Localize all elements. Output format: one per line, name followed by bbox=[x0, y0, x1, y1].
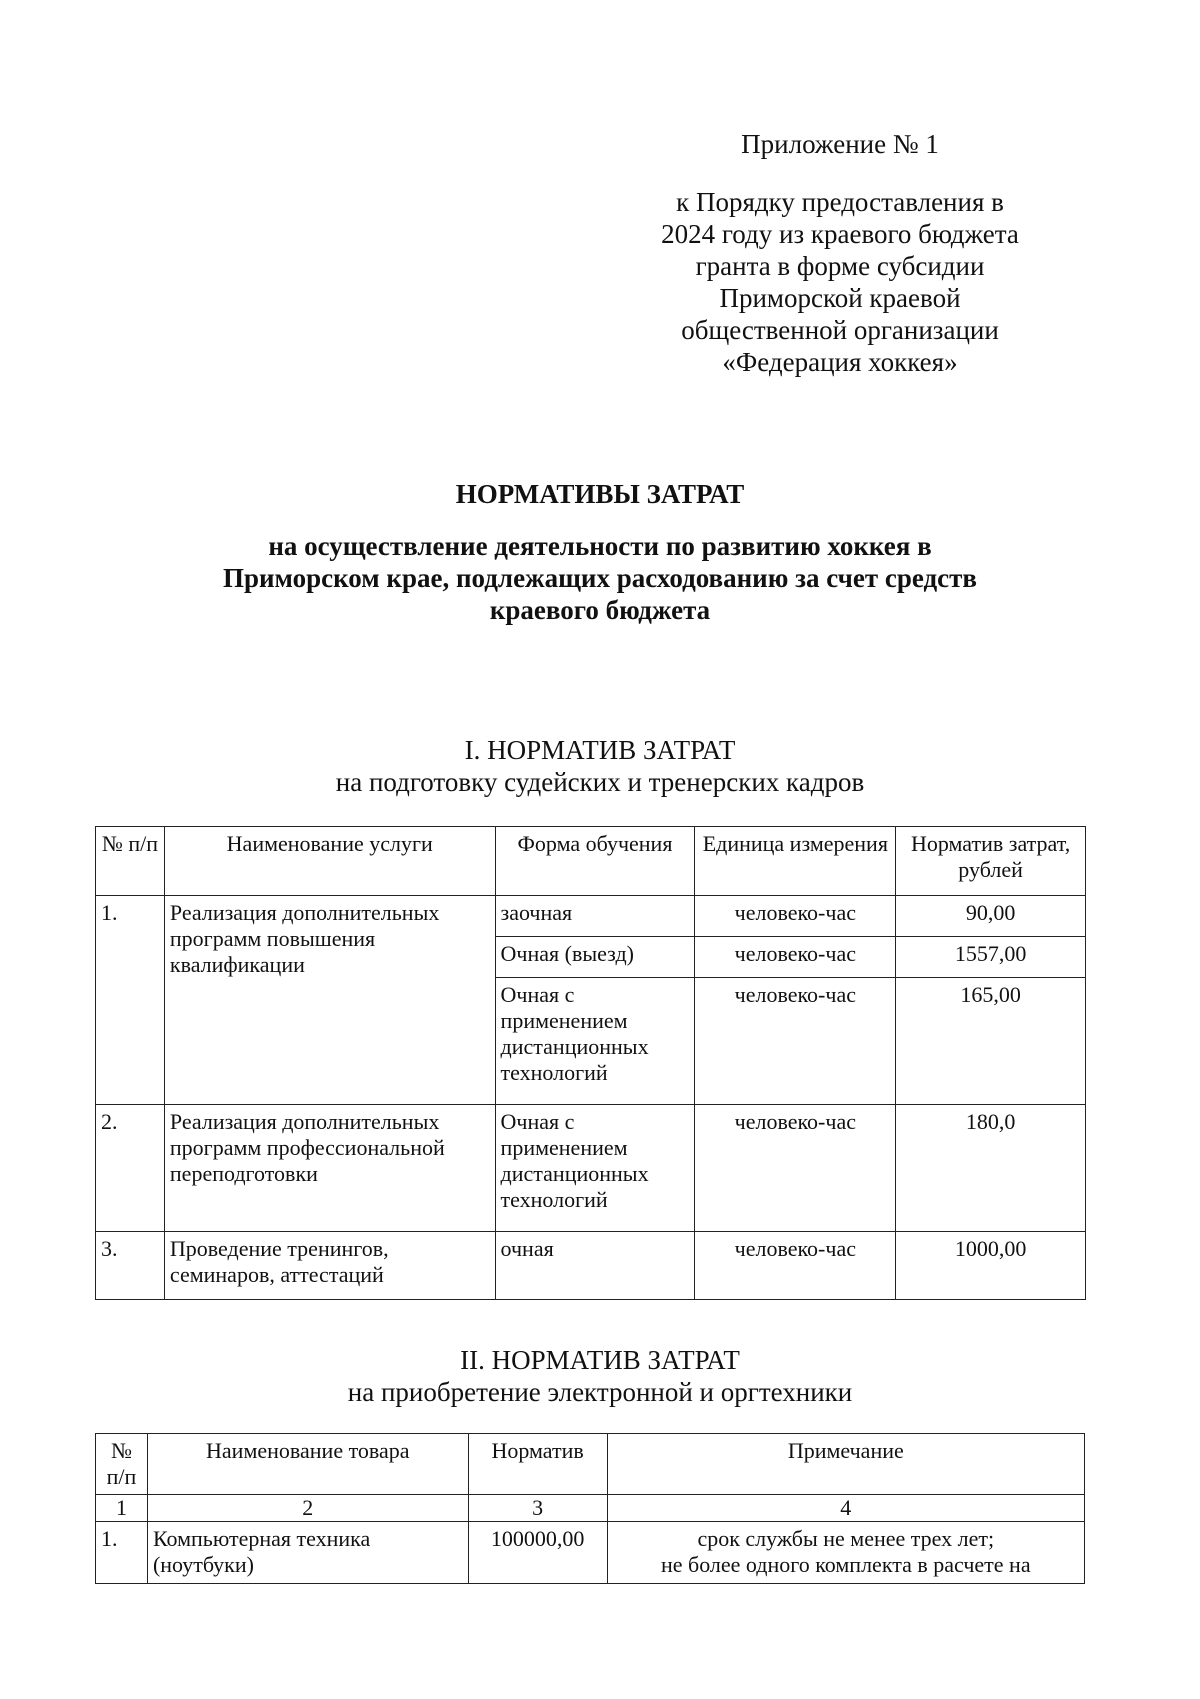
section2-title: II. НОРМАТИВ ЗАТРАТ bbox=[460, 1345, 740, 1375]
unit: человеко-час bbox=[695, 896, 896, 937]
header-cell: Норматив bbox=[468, 1434, 607, 1495]
header-cell: Единица измерения bbox=[695, 827, 896, 896]
section2-subtitle: на приобретение электронной и оргтехники bbox=[347, 1377, 853, 1407]
appendix-line: Приморской краевой bbox=[719, 283, 961, 313]
header-cell: Норматив затрат, рублей bbox=[896, 827, 1086, 896]
unit: человеко-час bbox=[695, 1232, 896, 1300]
appendix-line: к Порядку предоставления в bbox=[676, 187, 1004, 217]
appendix-line: «Федерация хоккея» bbox=[722, 347, 958, 377]
appendix-block bbox=[640, 128, 1040, 378]
training-form: заочная bbox=[495, 896, 695, 937]
cost: 90,00 bbox=[896, 896, 1086, 937]
section1-heading bbox=[100, 734, 1100, 798]
unit: человеко-час bbox=[695, 978, 896, 1105]
note bbox=[607, 1522, 1084, 1584]
document-subtitle bbox=[100, 530, 1100, 626]
appendix-line: гранта в форме субсидии bbox=[695, 251, 985, 281]
table-row bbox=[96, 1105, 1086, 1232]
table-row bbox=[96, 1522, 1085, 1584]
section1-table bbox=[95, 826, 1086, 1300]
table-row bbox=[96, 896, 1086, 937]
table-header-row bbox=[96, 1434, 1085, 1495]
cost: 1557,00 bbox=[896, 937, 1086, 978]
training-form: Очная с применением дистанционных технологий bbox=[495, 978, 695, 1105]
header-cell: Форма обучения bbox=[495, 827, 695, 896]
table-header-row bbox=[96, 827, 1086, 896]
cost: 180,0 bbox=[896, 1105, 1086, 1232]
appendix-line: 2024 году из краевого бюджета bbox=[661, 219, 1019, 249]
unit: человеко-час bbox=[695, 1105, 896, 1232]
header-cell: Наименование товара bbox=[147, 1434, 468, 1495]
cost: 1000,00 bbox=[896, 1232, 1086, 1300]
row-number: 1. bbox=[96, 896, 165, 1105]
column-index: 3 bbox=[468, 1495, 607, 1522]
appendix-line: общественной организации bbox=[681, 315, 999, 345]
norm-value: 100000,00 bbox=[468, 1522, 607, 1584]
training-form: Очная (выезд) bbox=[495, 937, 695, 978]
section1-subtitle: на подготовку судейских и тренерских кадров bbox=[335, 767, 865, 797]
document-title: НОРМАТИВЫ ЗАТРАТ bbox=[455, 479, 745, 509]
training-form: Очная с применением дистанционных технологий bbox=[495, 1105, 695, 1232]
subtitle-line: Приморском крае, подлежащих расходованию за счет средств bbox=[222, 563, 978, 593]
product-name: Компьютерная техника (ноутбуки) bbox=[147, 1522, 468, 1584]
appendix-number: Приложение № 1 bbox=[741, 129, 939, 159]
header-cell: Примечание bbox=[607, 1434, 1084, 1495]
unit: человеко-час bbox=[695, 937, 896, 978]
subtitle-line: на осуществление деятельности по развитию хоккея в bbox=[268, 531, 932, 561]
service-name: Реализация дополнительных программ профессиональной переподготовки bbox=[164, 1105, 495, 1232]
subtitle-line: краевого бюджета bbox=[489, 595, 711, 625]
note-line: срок службы не менее трех лет; bbox=[697, 1526, 995, 1551]
column-index: 1 bbox=[96, 1495, 148, 1522]
table-row bbox=[96, 1232, 1086, 1300]
section1-title: I. НОРМАТИВ ЗАТРАТ bbox=[464, 735, 736, 765]
header-cell: № п/п bbox=[96, 827, 165, 896]
column-index-row bbox=[96, 1495, 1085, 1522]
training-form: очная bbox=[495, 1232, 695, 1300]
row-number: 3. bbox=[96, 1232, 165, 1300]
service-name: Проведение тренингов, семинаров, аттестаций bbox=[164, 1232, 495, 1300]
section2-heading bbox=[100, 1344, 1100, 1408]
service-name: Реализация дополнительных программ повышения квалификации bbox=[164, 896, 495, 1105]
row-number: 1. bbox=[96, 1522, 148, 1584]
row-number: 2. bbox=[96, 1105, 165, 1232]
cost: 165,00 bbox=[896, 978, 1086, 1105]
column-index: 4 bbox=[607, 1495, 1084, 1522]
section2-table bbox=[95, 1433, 1085, 1584]
header-cell: № п/п bbox=[96, 1434, 148, 1495]
note-line: не более одного комплекта в расчете на bbox=[660, 1552, 1031, 1577]
header-cell: Наименование услуги bbox=[164, 827, 495, 896]
column-index: 2 bbox=[147, 1495, 468, 1522]
